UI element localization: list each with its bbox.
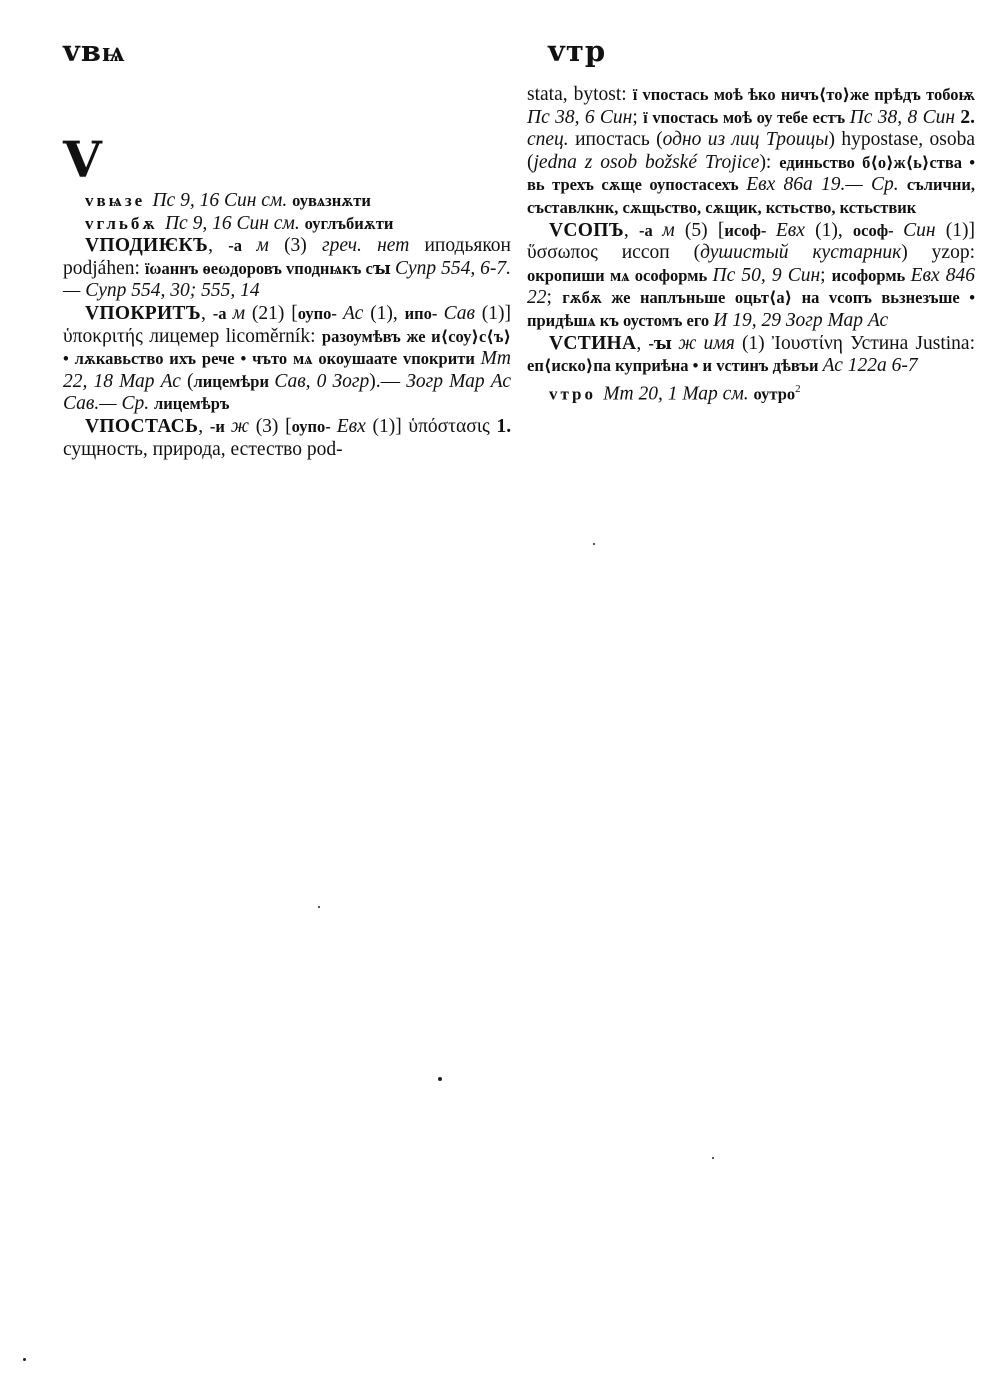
old-slavonic-quote: -и <box>209 416 231 436</box>
entry-text: (1) Ἰουστίνη Устина Justina: <box>741 332 975 354</box>
entry-text: (1)] ὑπόστασις <box>372 415 497 437</box>
entry-text: , <box>636 332 649 354</box>
entry-text: , <box>623 219 640 241</box>
old-slavonic-quote: еп⟨иско⟩па куприѣна • и vстинъ дѣвъи <box>527 356 823 376</box>
entry-text: (3) [ <box>255 415 292 437</box>
italic-reference: Ас <box>343 302 371 324</box>
section-letter: V <box>63 130 102 189</box>
italic-reference: Зогр Мар Ас Сав.— Ср. <box>63 370 511 415</box>
old-slavonic-quote: оуглъбиѫти <box>304 213 394 233</box>
entry-text: ипостась ( <box>575 129 663 151</box>
old-slavonic-quote: ї vпостась моѣ оу тебе естъ <box>643 107 850 127</box>
italic-reference: м <box>232 302 252 324</box>
dictionary-entry <box>63 303 511 416</box>
italic-reference: Евх 846 22 <box>527 264 975 309</box>
old-slavonic-quote: разоумѣвъ же и⟨соу⟩с⟨ъ⟩ • лѫкавьство ихъ рече • чъто мѧ окоушаате vпокрити <box>63 326 511 369</box>
entry-text: stata, bytost: <box>527 84 633 105</box>
old-slavonic-quote: оутро <box>753 384 796 404</box>
scan-speck <box>438 1077 442 1081</box>
italic-reference: Супр 554, 6-7.— Супр 554, 30; 555, 14 <box>63 257 512 302</box>
entry-text: (1), <box>370 302 405 324</box>
old-slavonic-quote: исоформь <box>831 265 911 285</box>
scan-speck <box>318 906 320 908</box>
entry-text: сущность, природа, естество pod- <box>63 438 343 460</box>
dictionary-entry <box>63 213 511 236</box>
old-slavonic-quote: -ꙑ <box>648 333 679 353</box>
entry-text: ; <box>546 287 563 309</box>
old-slavonic-quote: їωаннъ ѳеωдоровъ vподнѩкъ сꙑ <box>144 258 396 278</box>
italic-reference: ж имя <box>678 332 742 354</box>
old-slavonic-quote: ософ- <box>852 220 904 240</box>
entry-headword: VПОКРИТЪ <box>85 302 201 324</box>
superscript-index: 2 <box>795 382 801 395</box>
scan-speck <box>712 1157 714 1159</box>
entry-text: ( <box>187 370 194 392</box>
entry-text: , <box>208 235 229 257</box>
entry-headword: VПОДИѤКЪ <box>85 235 209 257</box>
cross-reference-word: vвѩзе <box>85 191 153 210</box>
entry-text: ): <box>759 151 780 173</box>
dictionary-entry <box>63 416 511 461</box>
dictionary-entry <box>527 333 975 378</box>
italic-reference: греч. нет <box>322 235 425 257</box>
old-slavonic-quote: лицемѣръ <box>153 394 230 414</box>
running-head-right: vтр <box>548 34 607 68</box>
dictionary-entry <box>527 84 975 220</box>
italic-reference: Евх 86а 19.— Ср. <box>746 174 907 196</box>
old-slavonic-quote: гѫбѫ же наплъньше оцьт⟨а⟩ на vсопъ вьзнезъше • придѣшѧ къ оустомъ его <box>527 288 975 330</box>
cross-reference-word: vгльбѫ <box>85 213 165 233</box>
old-slavonic-quote: единьство б⟨о⟩ж⟨ь⟩ства • вь трехъ сѫще оупостасехъ <box>527 152 975 195</box>
italic-reference: Пс 38, 6 Син <box>527 106 633 128</box>
entry-text: (1)] ὕσσωπος иссоп ( <box>527 219 976 264</box>
italic-reference: ж <box>230 415 256 437</box>
old-slavonic-quote: ипо- <box>404 303 444 323</box>
running-head-left: vвѩ <box>63 34 126 68</box>
left-entries <box>63 190 511 461</box>
entry-text: ) yzop: <box>901 242 975 264</box>
entry-text: ).— <box>369 370 407 392</box>
entry-text: ; <box>820 264 832 286</box>
italic-reference: Евх <box>336 415 373 437</box>
italic-reference: Пс 9, 16 Син см. <box>152 190 293 211</box>
italic-reference: душистый кустарник <box>700 242 902 264</box>
italic-reference: И 19, 29 Зогр Мар Ас <box>713 309 889 331</box>
italic-reference: м <box>256 235 285 257</box>
scan-speck <box>593 543 595 545</box>
italic-reference: Ас 122а 6-7 <box>822 355 918 377</box>
entry-text: (1)] ὑποκριτής лицемер licoměrník: <box>63 302 512 347</box>
italic-reference: Пс 38, 8 Син <box>849 106 961 128</box>
entry-text: 1. <box>496 415 512 437</box>
entry-text: ) hypostase, osoba ( <box>527 129 975 173</box>
italic-reference: одно из лиц Троицы <box>662 129 829 151</box>
old-slavonic-quote: исоф- <box>724 220 776 240</box>
dictionary-entry <box>63 235 511 303</box>
old-slavonic-quote: оувѧзнѫти <box>292 191 371 210</box>
italic-reference: спец. <box>527 129 576 151</box>
dictionary-entry <box>527 378 975 406</box>
italic-reference: Евх <box>775 219 816 241</box>
old-slavonic-quote: -а <box>639 220 663 240</box>
old-slavonic-quote: ї vпостась моѣ ѣко ничъ⟨то⟩же прѣдъ тобоѭ <box>632 85 976 104</box>
scan-speck <box>23 1358 26 1361</box>
italic-reference: Мт 20, 1 Мар см. <box>603 383 754 405</box>
italic-reference: Мт 22, 18 Мар Ас <box>63 348 511 392</box>
entry-text: (5) [ <box>684 219 725 241</box>
italic-reference: Пс 50, 9 Син <box>712 264 821 286</box>
entry-text: (21) [ <box>251 302 298 324</box>
entry-text: 2. <box>960 106 976 128</box>
cross-reference-word: vтро <box>549 384 604 404</box>
old-slavonic-quote: сълични, съставлкнк, сѫщьство, сѫщик, кстьство, кстьствик <box>527 175 975 217</box>
dictionary-entry <box>63 190 511 213</box>
italic-reference: Пс 9, 16 Син см. <box>164 212 305 234</box>
italic-reference: Син <box>903 219 946 241</box>
entry-text: , <box>200 302 213 324</box>
italic-reference: Сав, 0 Зогр <box>274 370 370 392</box>
old-slavonic-quote: оупо- <box>291 416 337 436</box>
old-slavonic-quote: оупо- <box>297 303 344 323</box>
entry-text: ; <box>632 106 644 128</box>
right-column <box>527 84 975 406</box>
left-column <box>63 132 511 461</box>
old-slavonic-quote: окропиши мѧ ософормь <box>527 265 713 285</box>
entry-text: иподьякон podjáhen: <box>63 235 511 279</box>
old-slavonic-quote: лицемѣри <box>193 371 275 391</box>
dictionary-entry <box>527 220 975 333</box>
entry-headword: VСОПЪ <box>549 219 624 241</box>
entry-headword: VСТИНА <box>549 332 637 354</box>
right-entries <box>527 84 975 406</box>
italic-reference: м <box>662 219 685 241</box>
italic-reference: jedna z osob božské Trojice <box>533 151 760 173</box>
entry-text: (1), <box>815 219 853 241</box>
italic-reference: Сав <box>443 302 482 324</box>
old-slavonic-quote: -а <box>228 236 257 256</box>
entry-text: (3) <box>284 235 322 257</box>
entry-headword: VПОСТАСЬ <box>85 415 199 437</box>
old-slavonic-quote: -а <box>212 303 233 323</box>
entry-text: , <box>198 415 210 437</box>
